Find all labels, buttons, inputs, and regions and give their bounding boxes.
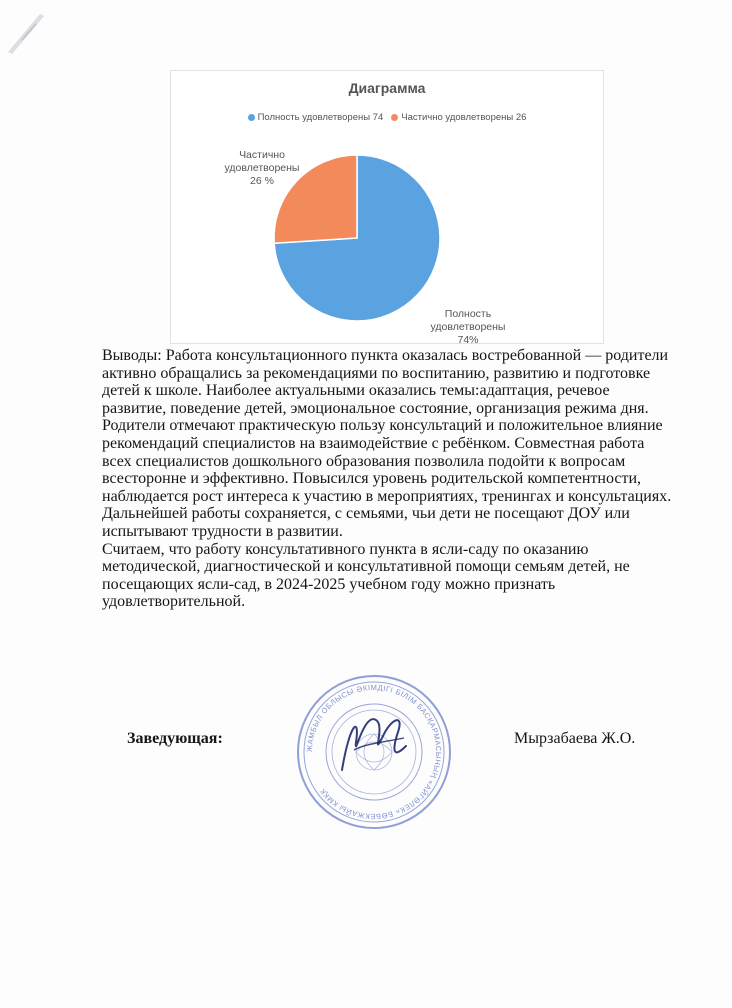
conclusions-text <box>102 347 672 611</box>
signer-position: Заведующая: <box>127 730 223 747</box>
scan-corner-mark <box>0 0 90 60</box>
svg-text:ЖАМБЫЛ ОБЛЫСЫ ӘКІМДІГІ БІЛІМ Б: ЖАМБЫЛ ОБЛЫСЫ ӘКІМДІГІ БІЛІМ БАСҚАРМАСЫНЫҢ «АЙГӨЛЕК» БӨБЕКЖАЙЫ КМҚК <box>304 682 444 822</box>
paragraph-assessment: Считаем, что работу консультативного пункта в ясли-саду по оказанию методической, диагностической и консультативной помощи семьям детей, не посещающих ясли-сад, в 2024-2025 учебном году можно признать удовлетворительной. <box>102 540 630 611</box>
data-label-full: Полность удовлетворены 74% <box>430 308 506 346</box>
pie-chart <box>170 70 604 344</box>
signature-row <box>0 730 732 760</box>
signer-name: Мырзабаева Ж.О. <box>514 730 636 747</box>
chart-title: Диаграмма <box>348 80 426 96</box>
pie-plot-area <box>171 71 603 343</box>
data-label-partial: Частично удовлетворены 26 % <box>224 149 300 187</box>
legend-label-full: Полность удовлетворены 74 <box>257 112 384 123</box>
paragraph-conclusions: Выводы: Работа консультационного пункта оказалась востребованной — родители активно обращались за рекомендациями по воспитанию, развитию и подготовке детей к школе. Наиболее актуальными оказались темы:адаптация, речевое развитие, поведение детей, эмоциональное состояние, организация режима дня. Родители отмечают практическую пользу консультаций и положительное влияние рекомендаций специалистов на взаимодействие с ребёнком. Совместная работа всех специалистов дошкольного образования позволила подойти к вопросам всесторонне и эффективно. Повысился уровень родительской компетентности, наблюдается рост интереса к участию в мероприятиях, тренингах и консультациях. <box>102 347 672 505</box>
paragraph-further-work: Дальнейшей работы сохраняется, с семьями, чьи дети не посещают ДОУ или испытывают трудности в развитии. <box>102 505 630 540</box>
legend-label-partial: Частично удовлетворены 26 <box>401 112 527 123</box>
